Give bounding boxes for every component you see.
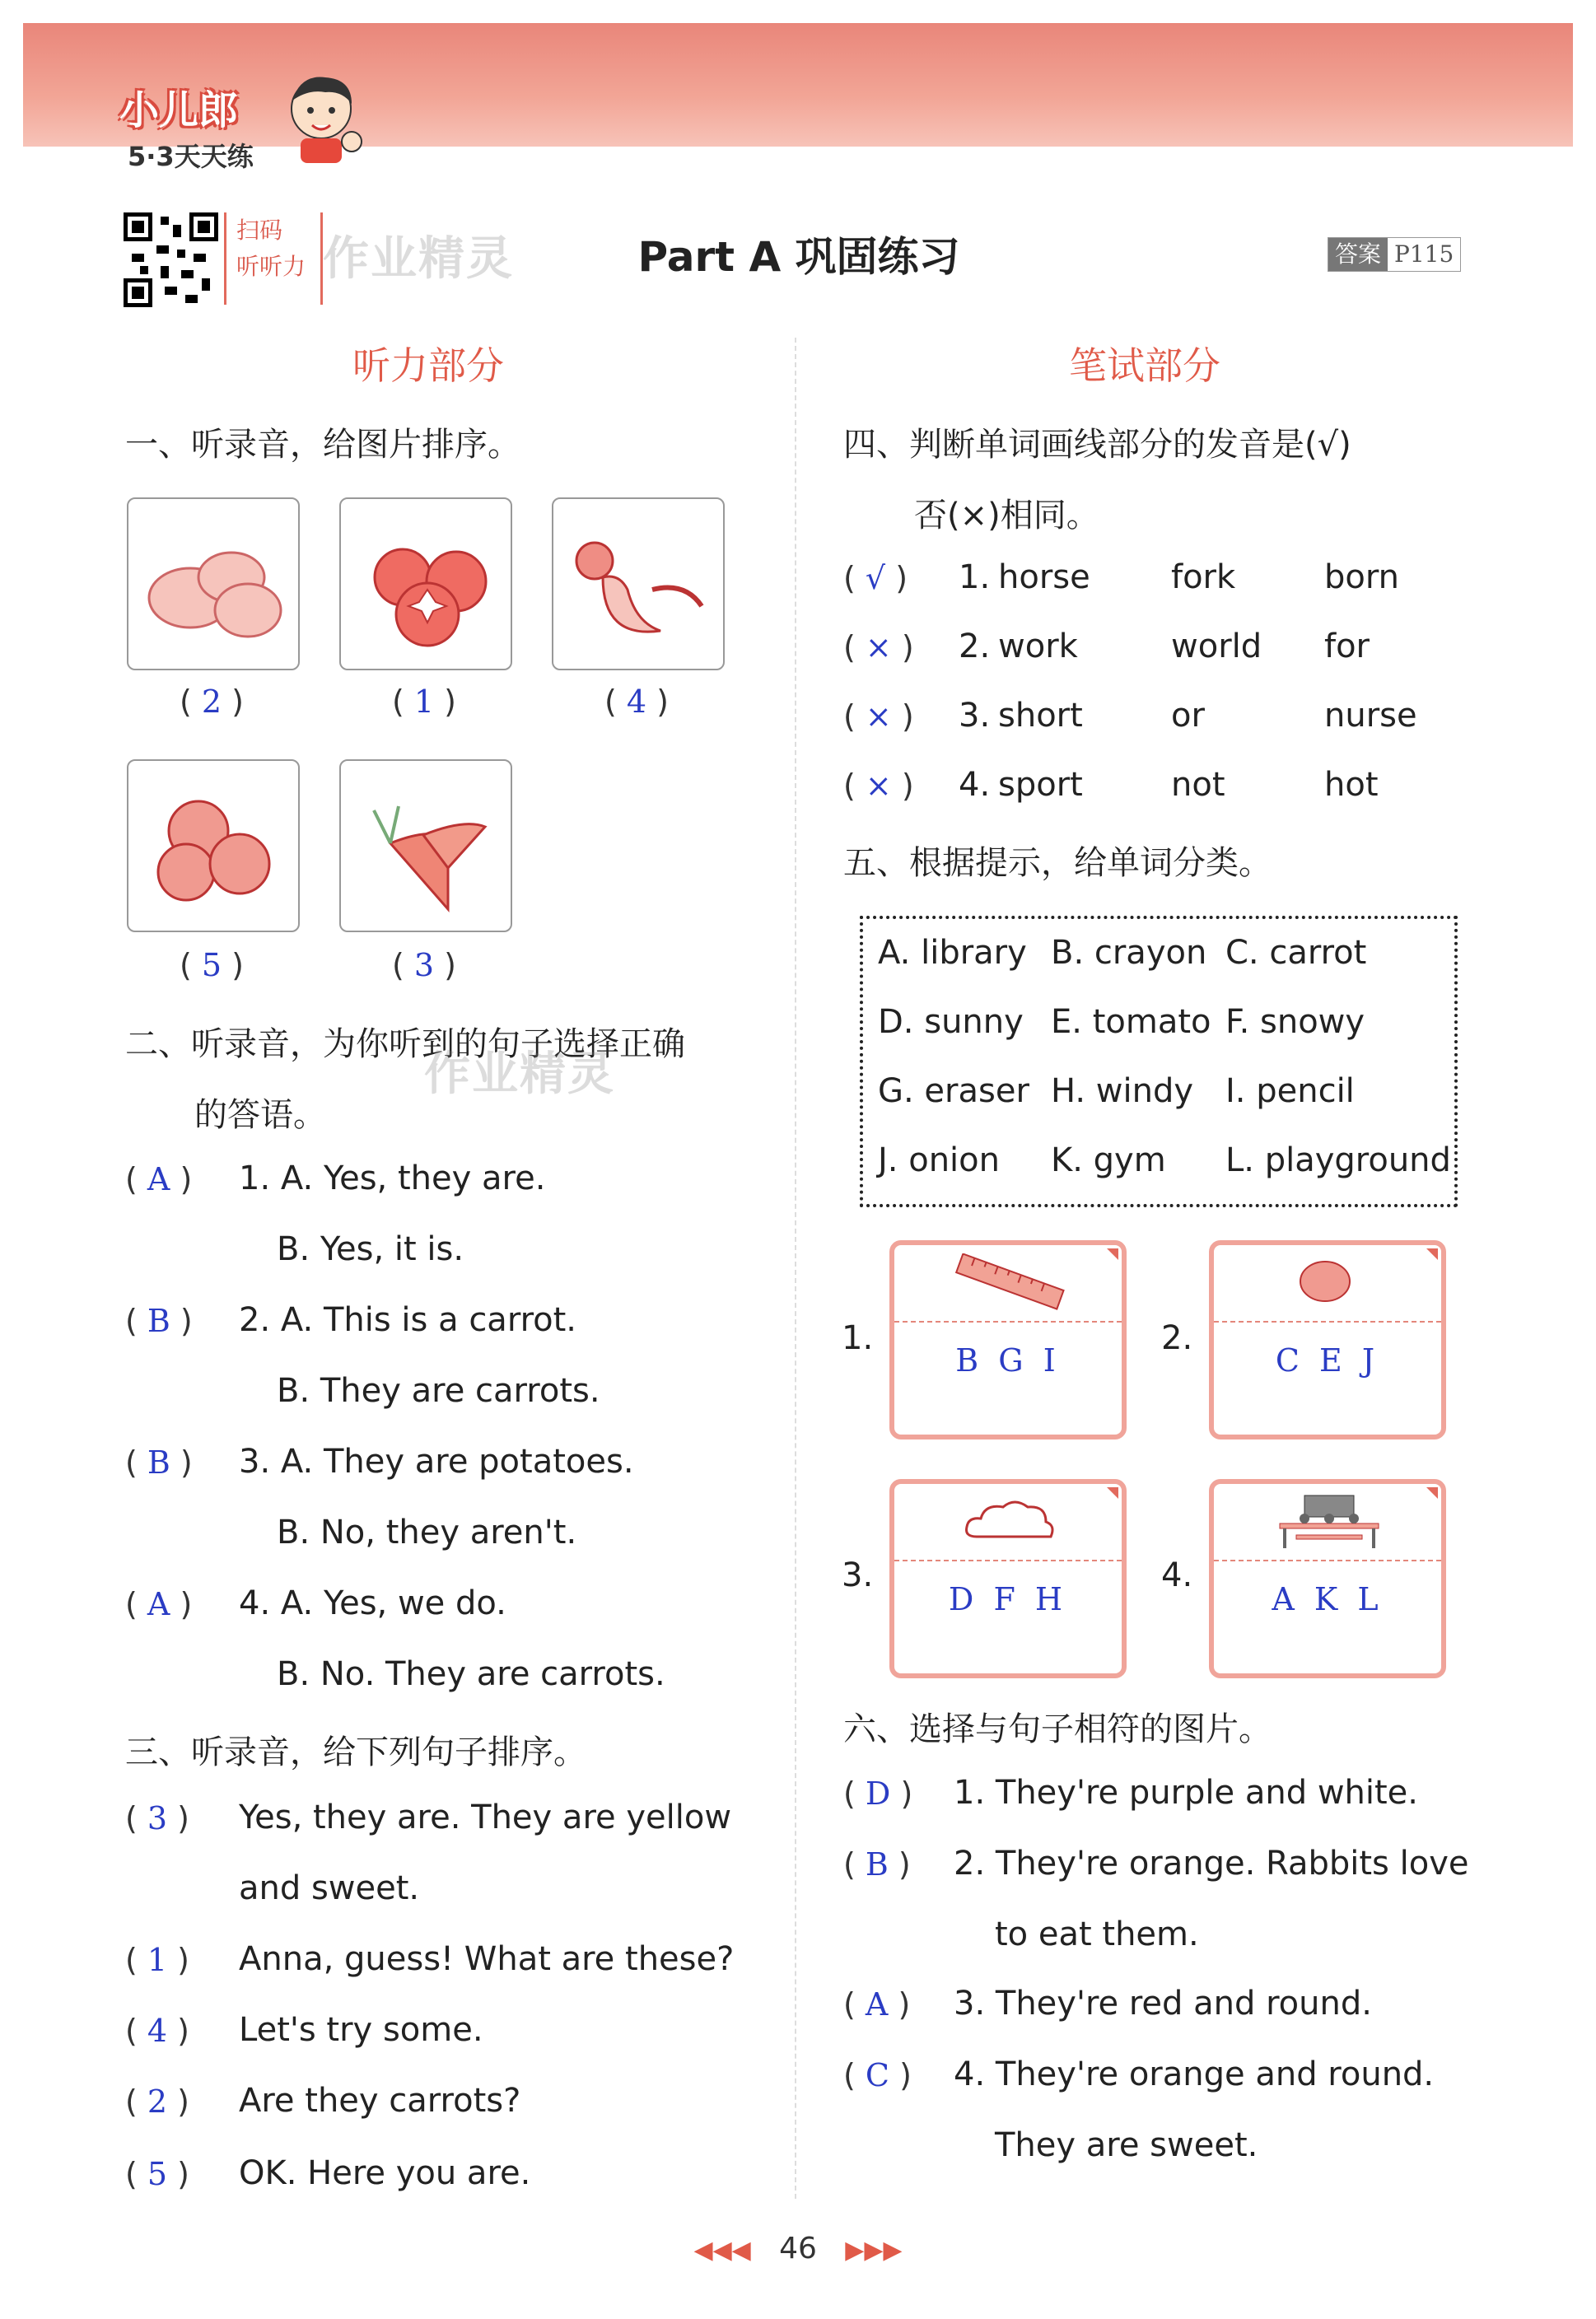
- q4-item-4-word1: sport: [998, 766, 1083, 804]
- q3-item-1-answer: ( 3 ): [125, 1800, 189, 1836]
- header-band: [23, 23, 1573, 147]
- q2-item-2-option-b: B. They are carrots.: [277, 1372, 600, 1410]
- word-i: I. pencil: [1225, 1072, 1355, 1110]
- apples-icon: [128, 761, 298, 931]
- q1-answer-1: ( 2 ): [180, 684, 244, 720]
- word-f: F. snowy: [1225, 1003, 1365, 1041]
- watermark: 作业精灵: [323, 232, 514, 286]
- q6-title: 六、选择与句子相符的图片。: [843, 1710, 1272, 1748]
- q6-item-2-text: 2. They're orange. Rabbits love: [954, 1845, 1469, 1883]
- q3-item-4-answer: ( 2 ): [125, 2083, 189, 2120]
- q3-item-3-answer: ( 4 ): [125, 2013, 189, 2049]
- answer-value: 4: [147, 2013, 168, 2049]
- q2-item-2-option-a: 2. A. This is a carrot.: [239, 1301, 576, 1339]
- card-3-answer: D F H: [948, 1581, 1068, 1617]
- answer-value: 1: [413, 684, 435, 720]
- potatoes-picture: [127, 497, 300, 670]
- ruler-icon: [952, 1253, 1067, 1311]
- category-card-1: [889, 1240, 1127, 1439]
- q3-title: 三、听录音，给下列句子排序。: [125, 1733, 586, 1771]
- listening-heading: 听力部分: [352, 343, 504, 388]
- q2-item-1-option-b: B. Yes, it is.: [277, 1230, 464, 1268]
- card-3-number: 3.: [842, 1556, 874, 1594]
- word-g: G. eraser: [878, 1072, 1029, 1110]
- q4-title-line2: 否(×)相同。: [914, 497, 1099, 534]
- q4-item-4-num: 4.: [959, 766, 991, 804]
- q6-item-2-answer: ( B ): [843, 1846, 911, 1883]
- q6-item-1-text: 1. They're purple and white.: [954, 1774, 1419, 1812]
- card-4-answer: A K L: [1272, 1581, 1384, 1617]
- page-number: 46: [779, 2232, 817, 2265]
- card-corner: [1107, 1487, 1118, 1499]
- q2-item-3-option-b: B. No, they aren't.: [277, 1514, 577, 1551]
- answer-value: 2: [147, 2083, 168, 2120]
- q3-item-1-text-cont: and sweet.: [239, 1869, 420, 1907]
- q4-item-3-word3: nurse: [1324, 697, 1417, 735]
- answer-value: C: [865, 2057, 889, 2093]
- q2-item-2-answer: ( B ): [125, 1303, 193, 1339]
- category-card-4: [1209, 1479, 1446, 1678]
- q4-title-line1: 四、判断单词画线部分的发音是(√): [843, 426, 1351, 464]
- word-a: A. library: [878, 934, 1027, 972]
- word-k: K. gym: [1051, 1141, 1166, 1179]
- q4-item-2-num: 2.: [959, 628, 991, 665]
- carrots-picture: [339, 759, 512, 932]
- q2-item-3-option-a: 3. A. They are potatoes.: [239, 1443, 634, 1481]
- qr-code-icon[interactable]: [124, 212, 218, 307]
- q4-item-3-word1: short: [998, 697, 1083, 735]
- scan-text: 扫码: [236, 217, 283, 244]
- answer-value: ×: [865, 629, 892, 665]
- q4-item-2-word1: work: [998, 628, 1078, 665]
- onion-picture: [552, 497, 725, 670]
- category-card-3: [889, 1479, 1127, 1678]
- q2-item-3-answer: ( B ): [125, 1444, 193, 1481]
- answer-value: ×: [865, 768, 892, 804]
- q3-item-5-answer: ( 5 ): [125, 2156, 189, 2192]
- page-footer: [0, 2232, 1596, 2265]
- card-2-number: 2.: [1161, 1319, 1193, 1357]
- q4-item-4-answer: ( × ): [843, 768, 914, 804]
- q4-item-3-answer: ( × ): [843, 698, 914, 735]
- cloud-icon: [960, 1495, 1059, 1548]
- word-d: D. sunny: [878, 1003, 1024, 1041]
- q6-item-4-text: 4. They're orange and round.: [954, 2055, 1435, 2093]
- column-divider: [795, 338, 796, 2199]
- q4-item-2-word3: for: [1324, 628, 1370, 665]
- card-1-number: 1.: [842, 1319, 874, 1357]
- q4-item-1-answer: ( √ ): [843, 560, 908, 596]
- q4-item-1-word1: horse: [998, 558, 1090, 596]
- q2-item-4-answer: ( A ): [125, 1586, 193, 1622]
- card-divider: [1214, 1321, 1441, 1323]
- q4-item-4-word2: not: [1171, 766, 1225, 804]
- card-corner: [1426, 1248, 1438, 1260]
- q1-answer-3: ( 4 ): [604, 684, 669, 720]
- q3-item-4-text: Are they carrots?: [239, 2082, 521, 2120]
- card-4-number: 4.: [1161, 1556, 1193, 1594]
- category-card-2: [1209, 1240, 1446, 1439]
- answer-value: 2: [201, 684, 222, 720]
- classroom-icon: [1272, 1492, 1387, 1555]
- writing-heading: 笔试部分: [1069, 343, 1220, 388]
- answer-page: P115: [1394, 240, 1454, 268]
- answer-value: 5: [201, 947, 222, 983]
- q6-item-4-answer: ( C ): [843, 2057, 912, 2093]
- q1-title: 一、听录音，给图片排序。: [125, 426, 520, 464]
- q6-item-4-text-cont: They are sweet.: [995, 2126, 1258, 2164]
- answer-value: 4: [626, 684, 647, 720]
- word-h: H. windy: [1051, 1072, 1194, 1110]
- onion-icon: [553, 499, 723, 669]
- word-b: B. crayon: [1051, 934, 1207, 972]
- answer-key-label: 答案: [1328, 238, 1388, 271]
- apples-picture: [127, 759, 300, 932]
- q3-item-2-answer: ( 1 ): [125, 1942, 189, 1978]
- q3-item-1-text: Yes, they are. They are yellow: [239, 1799, 732, 1836]
- carrots-icon: [341, 761, 511, 931]
- answer-value: 5: [147, 2156, 168, 2192]
- q2-item-4-option-a: 4. A. Yes, we do.: [239, 1584, 506, 1622]
- q3-item-5-text: OK. Here you are.: [239, 2154, 531, 2192]
- tomatoes-icon: [341, 499, 511, 669]
- answer-value: 3: [413, 947, 435, 983]
- watermark: 作业精灵: [424, 1048, 615, 1101]
- q3-item-2-text: Anna, guess! What are these?: [239, 1940, 735, 1978]
- potato-icon: [1296, 1257, 1354, 1306]
- q1-answer-5: ( 3 ): [392, 947, 456, 983]
- q3-item-3-text: Let's try some.: [239, 2011, 483, 2049]
- answer-value: A: [147, 1586, 170, 1622]
- answer-value: A: [865, 1986, 889, 2023]
- q1-answer-2: ( 1 ): [392, 684, 456, 720]
- brand-subtitle: 5·3天天练: [128, 141, 254, 172]
- q2-item-1-answer: ( A ): [125, 1161, 193, 1197]
- q6-item-2-text-cont: to eat them.: [995, 1915, 1199, 1953]
- listen-text: 听听力: [236, 253, 306, 280]
- answer-value: B: [865, 1846, 889, 1883]
- answer-value: ×: [865, 698, 892, 735]
- card-divider: [1214, 1560, 1441, 1561]
- next-arrows-icon: ▶▶▶: [845, 2236, 903, 2265]
- q2-item-1-option-a: 1. A. Yes, they are.: [239, 1160, 546, 1197]
- mascot-boy-icon: [276, 68, 366, 165]
- card-corner: [1107, 1248, 1118, 1260]
- q4-item-3-num: 3.: [959, 697, 991, 735]
- word-l: L. playground: [1225, 1141, 1451, 1179]
- page-title: Part A 巩固练习: [637, 233, 960, 281]
- answer-value: B: [147, 1303, 170, 1339]
- q4-item-1-word3: born: [1324, 558, 1399, 596]
- q4-item-1-num: 1.: [959, 558, 991, 596]
- q4-item-4-word3: hot: [1324, 766, 1379, 804]
- word-c: C. carrot: [1225, 934, 1367, 972]
- q6-item-3-answer: ( A ): [843, 1986, 911, 2023]
- card-divider: [894, 1560, 1122, 1561]
- card-1-answer: B G I: [955, 1342, 1061, 1379]
- q4-item-2-word2: world: [1171, 628, 1262, 665]
- card-2-answer: C E J: [1275, 1342, 1380, 1379]
- answer-value: A: [147, 1161, 170, 1197]
- q4-item-2-answer: ( × ): [843, 629, 914, 665]
- answer-value: 1: [147, 1942, 168, 1978]
- answer-value: √: [865, 560, 886, 596]
- q2-title-line2: 的答语。: [194, 1096, 326, 1134]
- q1-answer-4: ( 5 ): [180, 947, 244, 983]
- answer-reference: [1328, 237, 1461, 272]
- prev-arrows-icon: ◀◀◀: [693, 2236, 751, 2265]
- card-divider: [894, 1321, 1122, 1323]
- q2-title-line1: 二、听录音，为你听到的句子选择正确: [125, 1025, 685, 1063]
- answer-value: 3: [147, 1800, 168, 1836]
- q4-item-3-word2: or: [1171, 697, 1205, 735]
- card-corner: [1426, 1487, 1438, 1499]
- tomatoes-picture: [339, 497, 512, 670]
- scan-listen-label: [224, 212, 323, 305]
- answer-value: B: [147, 1444, 170, 1481]
- q6-item-1-answer: ( D ): [843, 1775, 913, 1812]
- word-e: E. tomato: [1051, 1003, 1211, 1041]
- brand-logo: 小儿郎: [119, 87, 239, 133]
- q5-title: 五、根据提示，给单词分类。: [843, 844, 1272, 882]
- word-j: J. onion: [878, 1141, 1000, 1179]
- q2-item-4-option-b: B. No. They are carrots.: [277, 1655, 665, 1693]
- q4-item-1-word2: fork: [1171, 558, 1236, 596]
- q6-item-3-text: 3. They're red and round.: [954, 1985, 1372, 2023]
- potatoes-icon: [128, 499, 298, 669]
- answer-value: D: [865, 1775, 891, 1812]
